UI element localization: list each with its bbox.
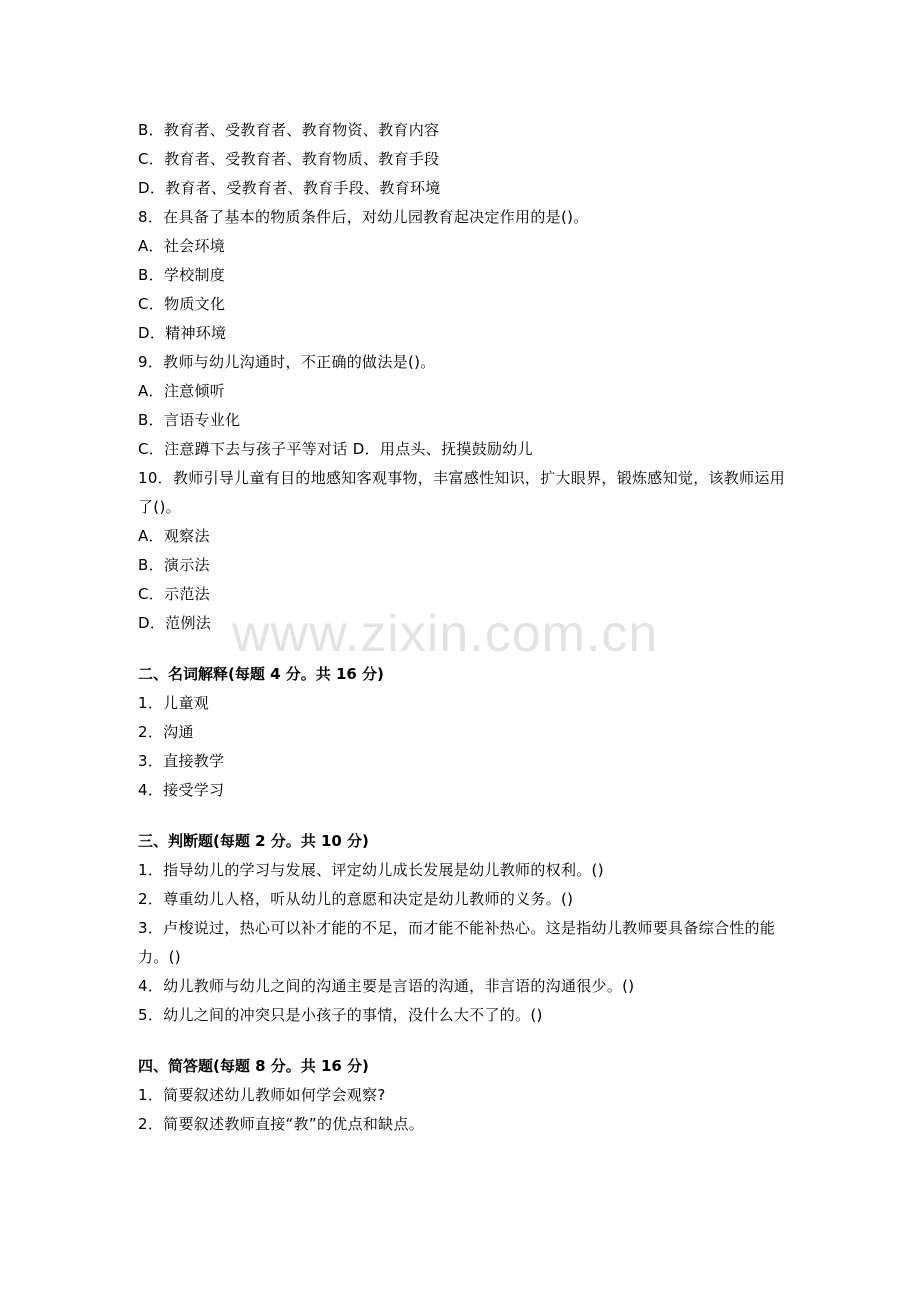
list-item: 1．指导幼儿的学习与发展、评定幼儿成长发展是幼儿教师的权利。() xyxy=(138,861,604,879)
section-term-definitions xyxy=(138,660,798,805)
section-heading: 四、简答题(每题 8 分。共 16 分) xyxy=(138,1057,369,1075)
option-line: B．学校制度 xyxy=(138,266,226,284)
list-item: 5．幼儿之间的冲突只是小孩子的事情，没什么大不了的。() xyxy=(138,1006,543,1024)
option-line: D．精神环境 xyxy=(138,324,227,342)
document-content xyxy=(138,116,798,1139)
watermark: www.zixin.com.cn xyxy=(232,605,659,663)
list-item: 2．尊重幼儿人格，听从幼儿的意愿和决定是幼儿教师的义务。() xyxy=(138,890,574,908)
list-item: 4．幼儿教师与幼儿之间的沟通主要是言语的沟通，非言语的沟通很少。() xyxy=(138,977,635,995)
option-line: B．言语专业化 xyxy=(138,411,241,429)
section-heading: 二、名词解释(每题 4 分。共 16 分) xyxy=(138,665,384,683)
option-line: B．教育者、受教育者、教育物资、教育内容 xyxy=(138,121,440,139)
list-item: 4．接受学习 xyxy=(138,781,225,799)
option-line: D．范例法 xyxy=(138,614,212,632)
question-line: 8．在具备了基本的物质条件后，对幼儿园教育起决定作用的是()。 xyxy=(138,208,589,226)
section-heading: 三、判断题(每题 2 分。共 10 分) xyxy=(138,832,369,850)
question-list-part1 xyxy=(138,116,798,638)
list-item: 2．沟通 xyxy=(138,723,194,741)
option-line: C．注意蹲下去与孩子平等对话 D．用点头、抚摸鼓励幼儿 xyxy=(138,440,533,458)
list-item: 2．简要叙述教师直接“教”的优点和缺点。 xyxy=(138,1115,425,1133)
question-line: 9．教师与幼儿沟通时，不正确的做法是()。 xyxy=(138,353,436,371)
option-line: B．演示法 xyxy=(138,556,210,574)
option-line: C．物质文化 xyxy=(138,295,226,313)
option-line: A．社会环境 xyxy=(138,237,226,255)
option-line: D．教育者、受教育者、教育手段、教育环境 xyxy=(138,179,441,197)
list-item: 1．简要叙述幼儿教师如何学会观察? xyxy=(138,1086,386,1104)
option-line: C．示范法 xyxy=(138,585,210,603)
option-line: A．观察法 xyxy=(138,527,210,545)
option-line: C．教育者、受教育者、教育物质、教育手段 xyxy=(138,150,440,168)
section-short-answer xyxy=(138,1052,798,1139)
question-line: 10．教师引导儿童有目的地感知客观事物，丰富感性知识，扩大眼界，锻炼感知觉，该教师运用了()。 xyxy=(138,469,785,516)
list-item: 3．直接教学 xyxy=(138,752,225,770)
list-item: 3．卢梭说过，热心可以补才能的不足，而才能不能补热心。这是指幼儿教师要具备综合性的能力。() xyxy=(138,919,776,966)
section-true-false xyxy=(138,827,798,1030)
option-line: A．注意倾听 xyxy=(138,382,226,400)
list-item: 1．儿童观 xyxy=(138,694,210,712)
